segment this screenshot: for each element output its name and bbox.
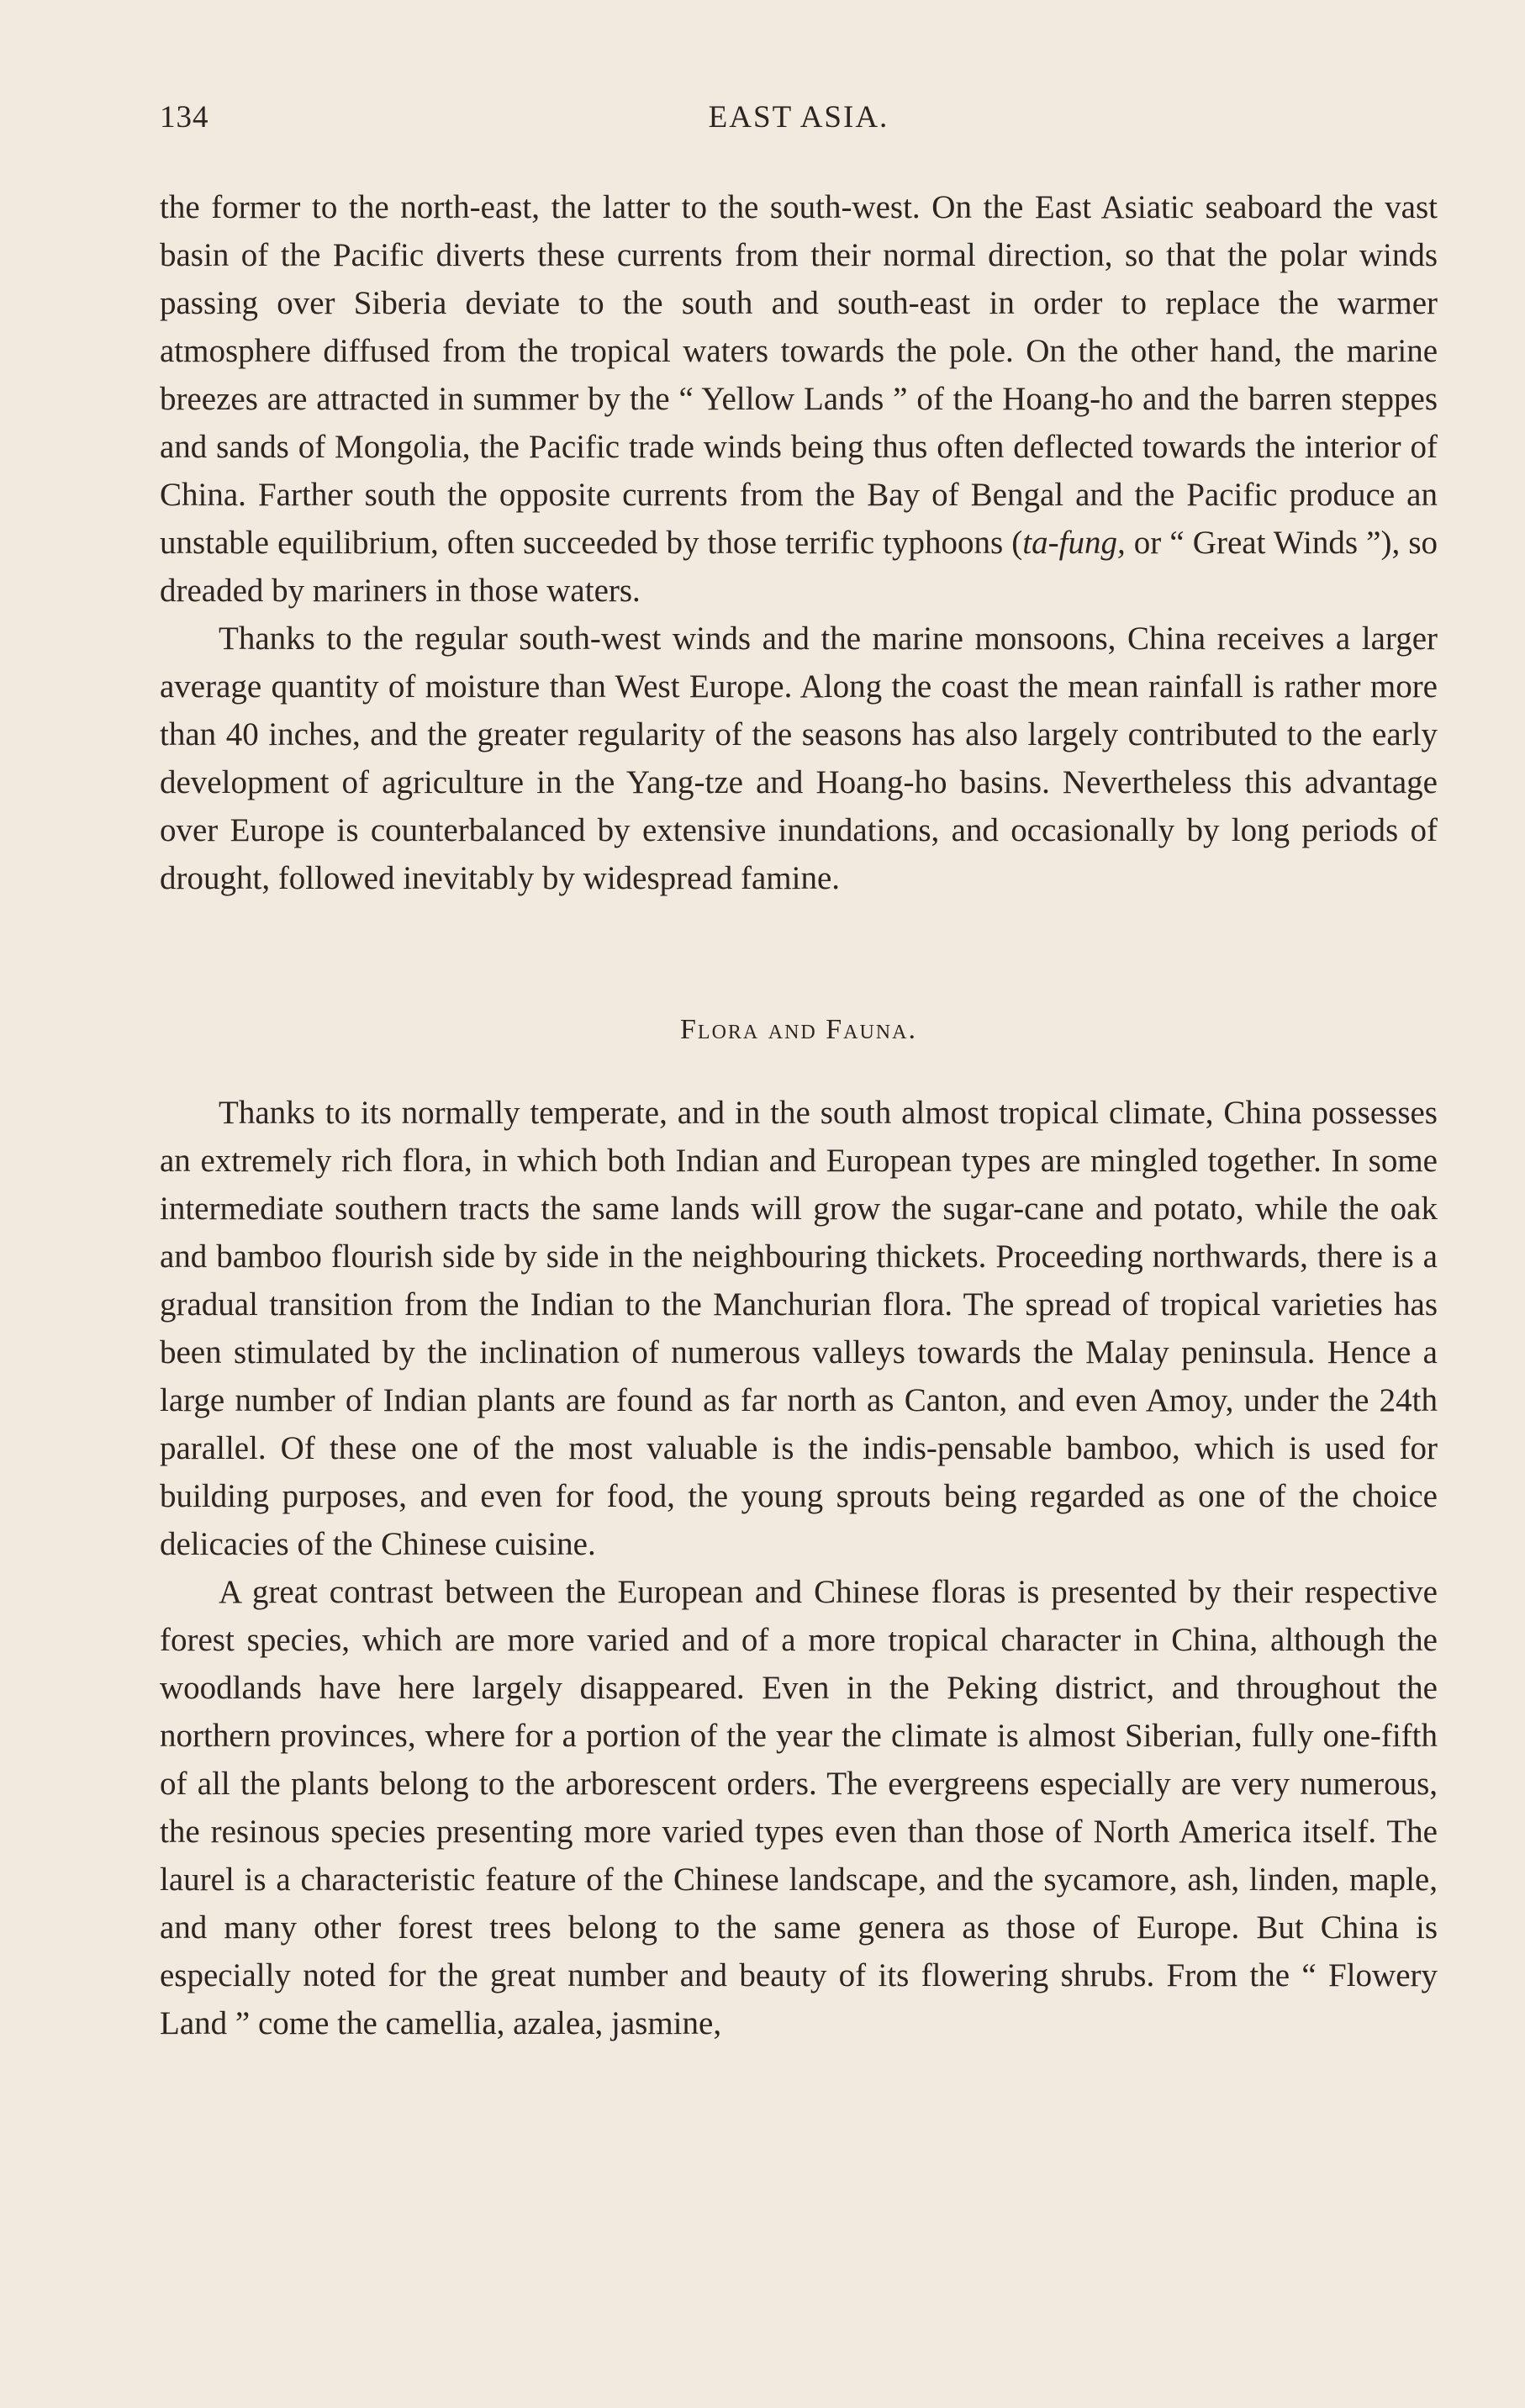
paragraph-1-italic-term: ta-fung, (1022, 525, 1126, 561)
page-number: 134 (160, 100, 209, 135)
running-title: EAST ASIA. (708, 100, 889, 135)
paragraph-1-text: the former to the north-east, the latter to the south-west. On the East Asiatic seaboard the vast basin of the Pacific diverts these currents from their normal direction, so that the polar winds passing over Siberia deviate to the south and south-east in order to replace the warmer atmosphere diffused from the tropical waters towards the pole. On the other hand, the marine breezes are attracted in summer by the “ Yellow Lands ” of the Hoang-ho and the barren steppes and sands of Mongolia, the Pacific trade winds being thus often deflected towards the interior of China. Farther south the opposite currents from the Bay of Bengal and the Pacific produce an unstable equilibrium, often succeeded by those terrific typhoons ( (160, 189, 1438, 561)
paragraph-1 (160, 183, 1438, 615)
paragraph-3: Thanks to its normally temperate, and in the south almost tropical climate, China possesses an extremely rich flora, in which both Indian and European types are mingled together. In some intermediate southern tracts the same lands will grow the sugar-cane and potato, while the oak and bamboo flourish side by side in the neighbouring thickets. Proceeding northwards, there is a gradual transition from the Indian to the Manchurian flora. The spread of tropical varieties has been stimulated by the inclination of numerous valleys towards the Malay peninsula. Hence a large number of Indian plants are found as far north as Canton, and even Amoy, under the 24th parallel. Of these one of the most valuable is the indis-pensable bamboo, which is used for building purposes, and even for food, the young sprouts being regarded as one of the choice delicacies of the Chinese cuisine. (160, 1095, 1438, 1562)
page-header (160, 99, 1438, 150)
body-text (160, 183, 1438, 2047)
paragraph-4: A great contrast between the European and Chinese floras is presented by their respective forest species, which are more varied and of a more tropical character in China, although the woodlands have here largely disappeared. Even in the Peking district, and throughout the northern provinces, where for a portion of the year the climate is almost Siberian, fully one-fifth of all the plants belong to the arborescent orders. The evergreens especially are very numerous, the resinous species presenting more varied types even than those of North America itself. The laurel is a characteristic feature of the Chinese landscape, and the sycamore, ash, linden, maple, and many other forest trees belong to the same genera as those of Europe. But China is especially noted for the great number and beauty of its flowering shrubs. From the “ Flowery Land ” come the camellia, azalea, jasmine, (160, 1574, 1438, 2041)
paragraph-2: Thanks to the regular south-west winds and the marine monsoons, China receives a larger average quantity of moisture than West Europe. Along the coast the mean rainfall is rather more than 40 inches, and the greater regularity of the seasons has also largely contributed to the early development of agriculture in the Yang-tze and Hoang-ho basins. Nevertheless this advantage over Europe is counterbalanced by extensive inundations, and occasionally by long periods of drought, followed inevitably by widespread famine. (160, 620, 1438, 896)
paragraph-1-end: or “ Great Winds ”), so dreaded by mariners in those waters. (160, 525, 1438, 609)
section-heading: Flora and Fauna. (680, 1014, 917, 1045)
